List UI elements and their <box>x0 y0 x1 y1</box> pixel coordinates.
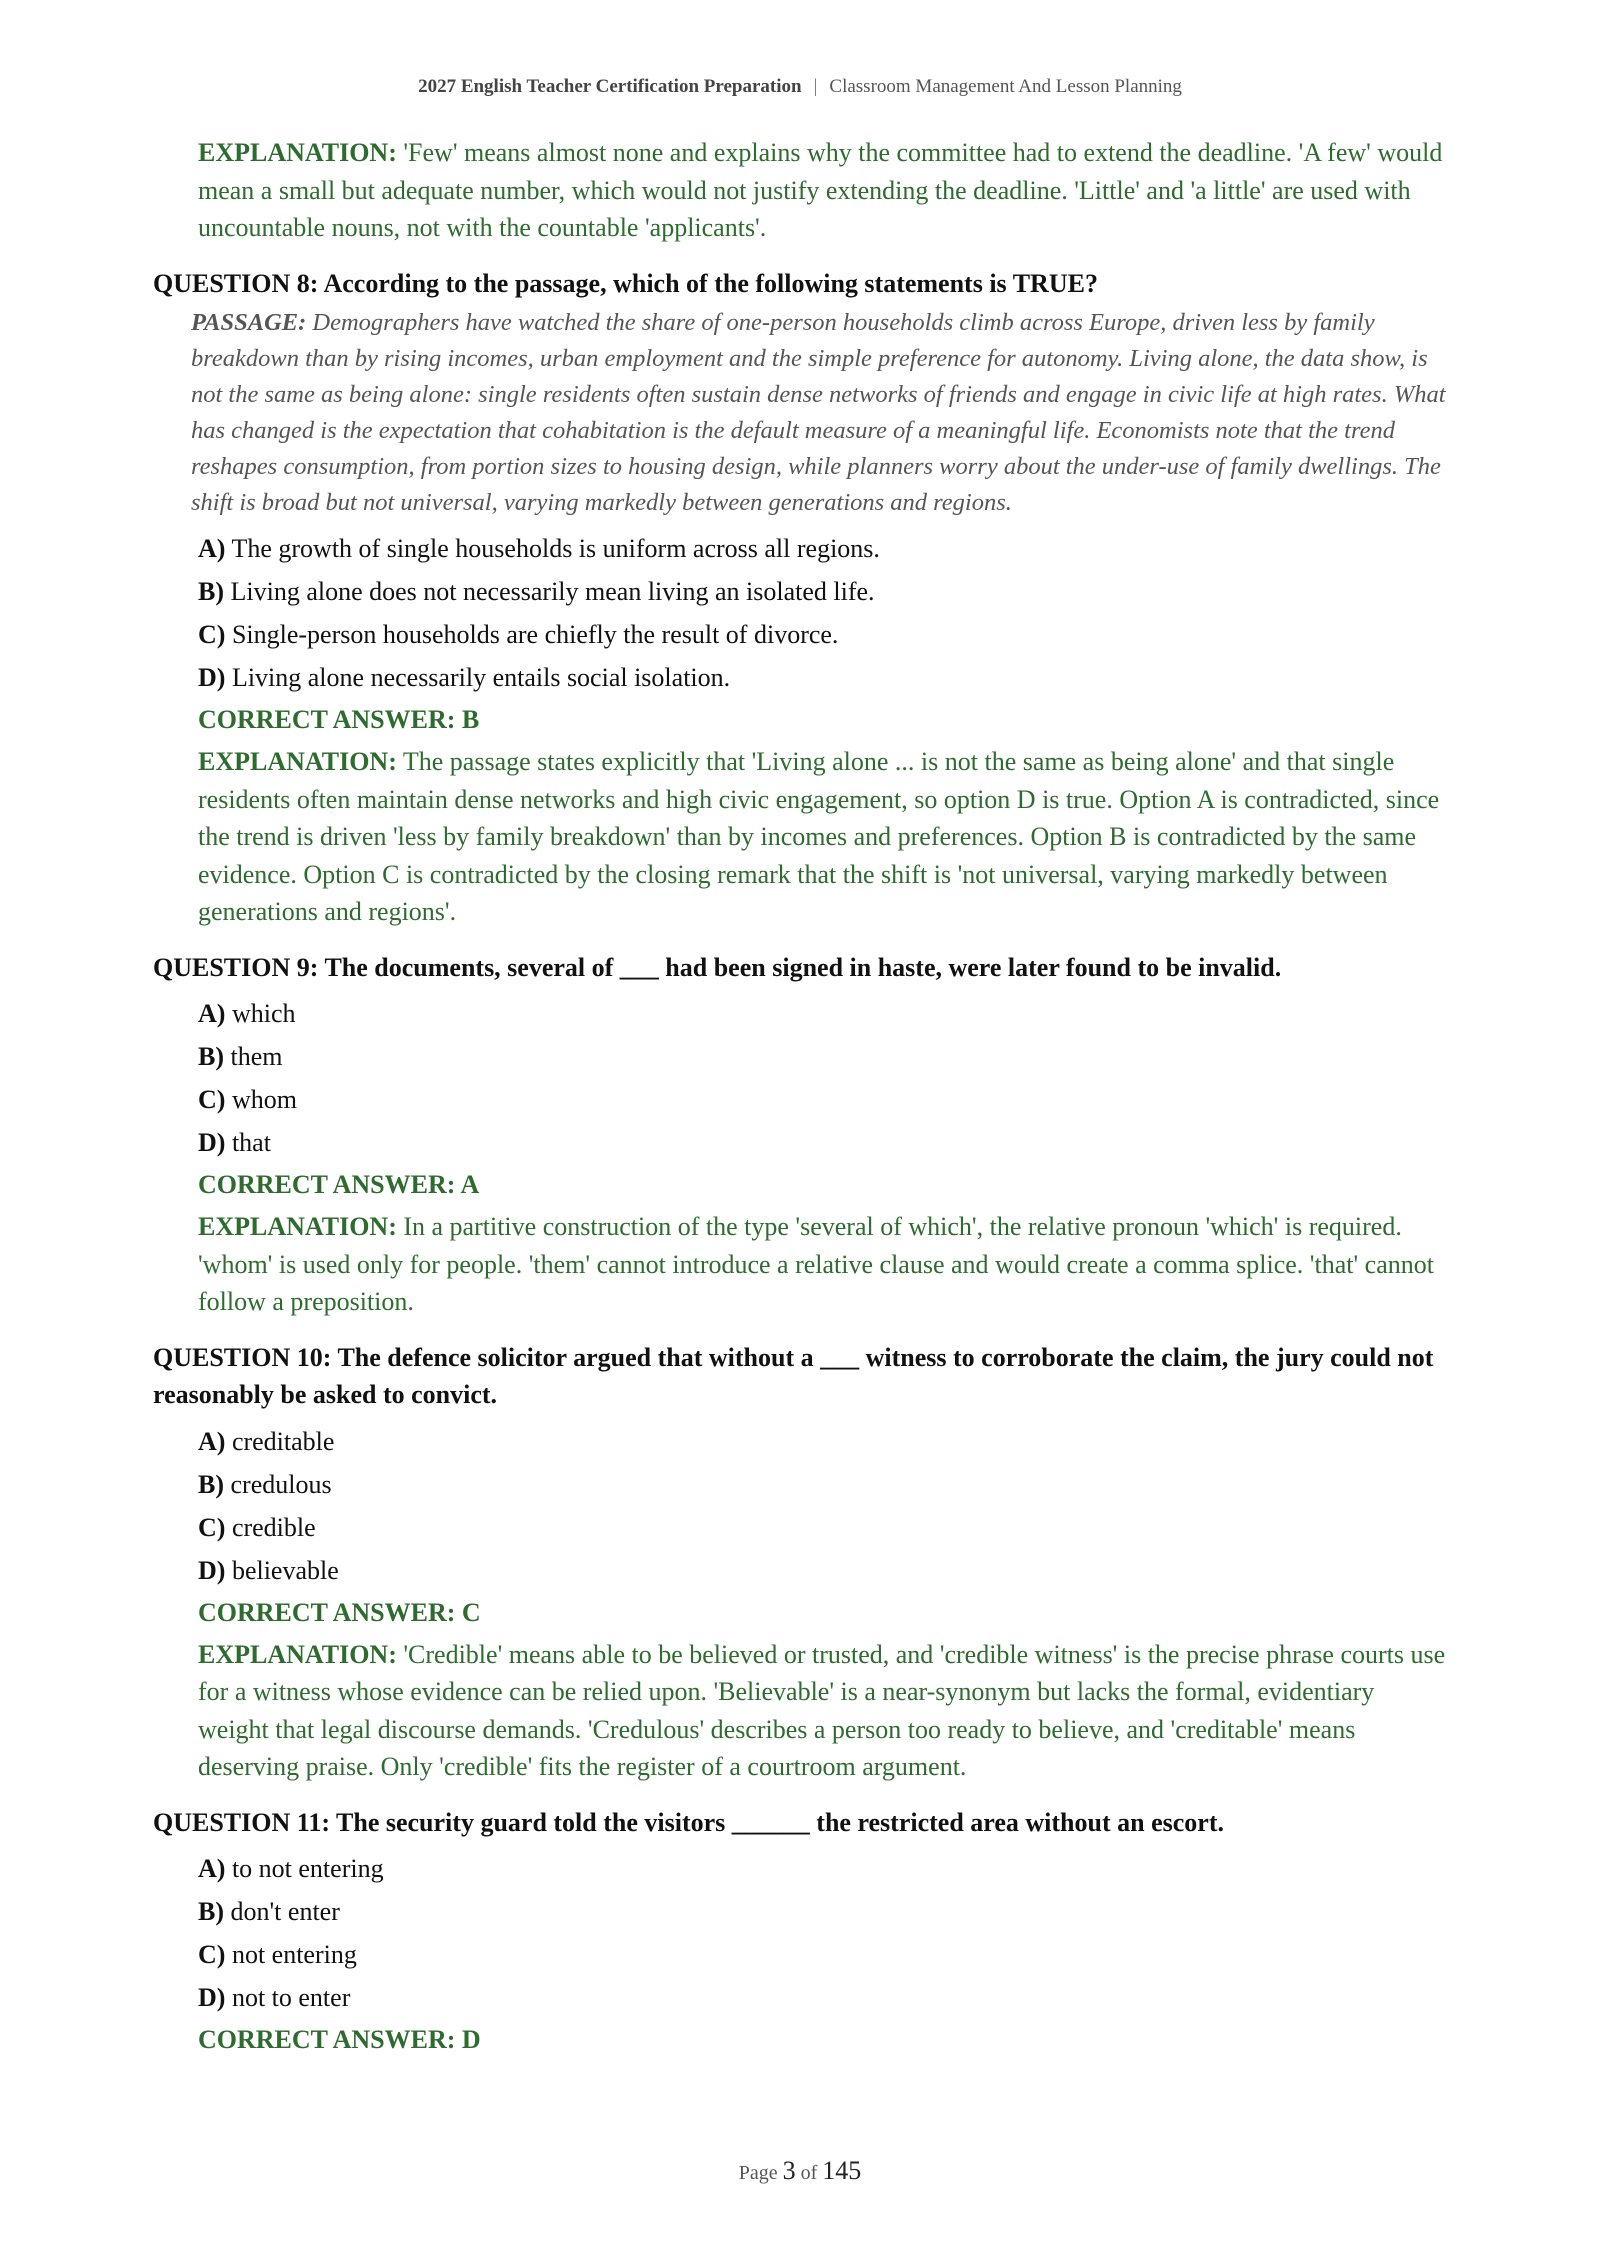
answer-options <box>198 1420 1448 1592</box>
correct-answer: CORRECT ANSWER: B <box>198 705 480 734</box>
option-letter: C) <box>198 1512 226 1542</box>
header-separator: | <box>813 76 818 97</box>
option-b <box>198 1890 1448 1933</box>
option-text: don't enter <box>224 1897 340 1926</box>
option-c <box>198 1506 1448 1549</box>
option-letter: C) <box>198 1085 226 1114</box>
option-letter: C) <box>198 620 226 649</box>
page-label: Page <box>738 2162 778 2184</box>
option-d <box>198 1549 1448 1592</box>
option-text: whom <box>225 1085 297 1114</box>
page-footer <box>0 2156 1600 2186</box>
answer-explanation <box>198 1636 1448 1786</box>
question-prompt: QUESTION 11: The security guard told the visitors ______ the restricted area without an escort. <box>153 1807 1224 1837</box>
option-text: to not entering <box>225 1854 384 1883</box>
option-b <box>198 570 1448 613</box>
carryover-explanation <box>198 134 1448 247</box>
option-c <box>198 1933 1448 1976</box>
option-letter: A) <box>198 534 226 563</box>
reading-passage <box>191 305 1448 521</box>
option-text: credible <box>225 1512 316 1542</box>
option-text: Living alone necessarily entails social isolation. <box>225 663 731 692</box>
option-text: creditable <box>225 1426 335 1456</box>
option-letter: A) <box>198 1426 226 1456</box>
option-letter: B) <box>198 1469 224 1499</box>
correct-answer: CORRECT ANSWER: A <box>198 1170 480 1199</box>
option-text: believable <box>225 1555 339 1585</box>
header-title: 2027 English Teacher Certification Preparation <box>418 76 802 97</box>
option-d <box>198 1121 1448 1164</box>
header-section: Classroom Management And Lesson Planning <box>829 76 1182 97</box>
option-b <box>198 1463 1448 1506</box>
passage-text: Demographers have watched the share of one-person households climb across Europe, driven less by family breakdown than by rising incomes, urban employment and the simple preference for autonomy. Living alone, the data show, is not the same as being alone: single residents often sustain dense networks of friends and engage in civic life at high rates. What has changed is the expectation that cohabitation is the default measure of a meaningful life. Economists note that the trend reshapes consumption, from portion sizes to housing design, while planners worry about the under-use of family dwellings. The shift is broad but not universal, varying markedly between generations and regions. <box>191 309 1446 516</box>
option-a <box>198 992 1448 1035</box>
option-letter: A) <box>198 999 226 1028</box>
explanation-text: The passage states explicitly that 'Living alone ... is not the same as being alone' and that single residents often maintain dense networks and high civic engagement, so option D is true. Option A is contradicted, since the trend is driven 'less by family breakdown' than by incomes and preferences. Option B is contradicted by the same evidence. Option C is contradicted by the closing remark that the shift is 'not universal, varying markedly between generations and regions'. <box>198 747 1440 926</box>
option-d <box>198 656 1448 699</box>
option-c <box>198 613 1448 656</box>
question-prompt: QUESTION 9: The documents, several of ___ had been signed in haste, were later found to be invalid. <box>153 952 1282 982</box>
option-letter: D) <box>198 1555 226 1585</box>
page-of-label: of <box>800 2162 818 2184</box>
option-letter: A) <box>198 1854 226 1883</box>
answer-options <box>198 1847 1448 2019</box>
option-a <box>198 1847 1448 1890</box>
page-total: 145 <box>822 2156 862 2185</box>
question-block <box>153 949 1448 1321</box>
explanation-text: 'Credible' means able to be believed or trusted, and 'credible witness' is the precise phrase courts use for a witness whose evidence can be relied upon. 'Believable' is a near-synonym but lacks the formal, evidentiary weight that legal discourse demands. 'Credulous' describes a person too ready to believe, and 'creditable' means deserving praise. Only 'credible' fits the register of a courtroom argument. <box>198 1639 1446 1781</box>
option-text: The growth of single households is uniform across all regions. <box>225 534 880 563</box>
option-text: them <box>224 1042 283 1071</box>
option-text: Single-person households are chiefly the result of divorce. <box>225 620 839 649</box>
explanation-label: EXPLANATION: <box>198 1212 397 1241</box>
option-letter: D) <box>198 1983 226 2012</box>
question-prompt: QUESTION 10: The defence solicitor argued that without a ___ witness to corroborate the claim, the jury could not reasonably be asked to convict. <box>153 1342 1434 1409</box>
correct-answer: CORRECT ANSWER: C <box>198 1597 481 1627</box>
answer-options <box>198 992 1448 1164</box>
option-text: which <box>225 999 296 1028</box>
option-letter: B) <box>198 1897 224 1926</box>
passage-label: PASSAGE: <box>191 309 307 336</box>
page-number: 3 <box>782 2156 796 2185</box>
option-d <box>198 1976 1448 2019</box>
question-block <box>153 1804 1448 2062</box>
answer-explanation <box>198 743 1448 931</box>
option-letter: D) <box>198 663 226 692</box>
option-letter: D) <box>198 1128 226 1157</box>
option-letter: B) <box>198 577 224 606</box>
answer-explanation <box>198 1208 1448 1321</box>
explanation-text: 'Few' means almost none and explains why the committee had to extend the deadline. 'A few' would mean a small but adequate number, which would not justify extending the deadline. 'Little' and 'a little' are used with uncountable nouns, not with the countable 'applicants'. <box>198 138 1443 242</box>
question-prompt: QUESTION 8: According to the passage, which of the following statements is TRUE? <box>153 268 1098 298</box>
option-b <box>198 1035 1448 1078</box>
question-block <box>153 265 1448 931</box>
explanation-label: EXPLANATION: <box>198 138 397 167</box>
option-text: Living alone does not necessarily mean living an isolated life. <box>224 577 875 606</box>
option-text: credulous <box>224 1469 332 1499</box>
option-a <box>198 527 1448 570</box>
option-letter: C) <box>198 1940 226 1969</box>
option-a <box>198 1420 1448 1463</box>
correct-answer: CORRECT ANSWER: D <box>198 2025 481 2054</box>
question-block <box>153 1339 1448 1786</box>
option-letter: B) <box>198 1042 224 1071</box>
answer-options <box>198 527 1448 699</box>
page-content <box>153 134 1448 2061</box>
explanation-label: EXPLANATION: <box>198 1639 397 1669</box>
option-text: not entering <box>225 1940 357 1969</box>
option-text: not to enter <box>225 1983 351 2012</box>
option-text: that <box>225 1128 271 1157</box>
explanation-label: EXPLANATION: <box>198 747 397 776</box>
option-c <box>198 1078 1448 1121</box>
running-header <box>0 76 1600 98</box>
explanation-text: In a partitive construction of the type 'several of which', the relative pronoun 'which' is required. 'whom' is used only for people. 'them' cannot introduce a relative clause and would create a comma splice. 'that' cannot follow a preposition. <box>198 1212 1434 1316</box>
